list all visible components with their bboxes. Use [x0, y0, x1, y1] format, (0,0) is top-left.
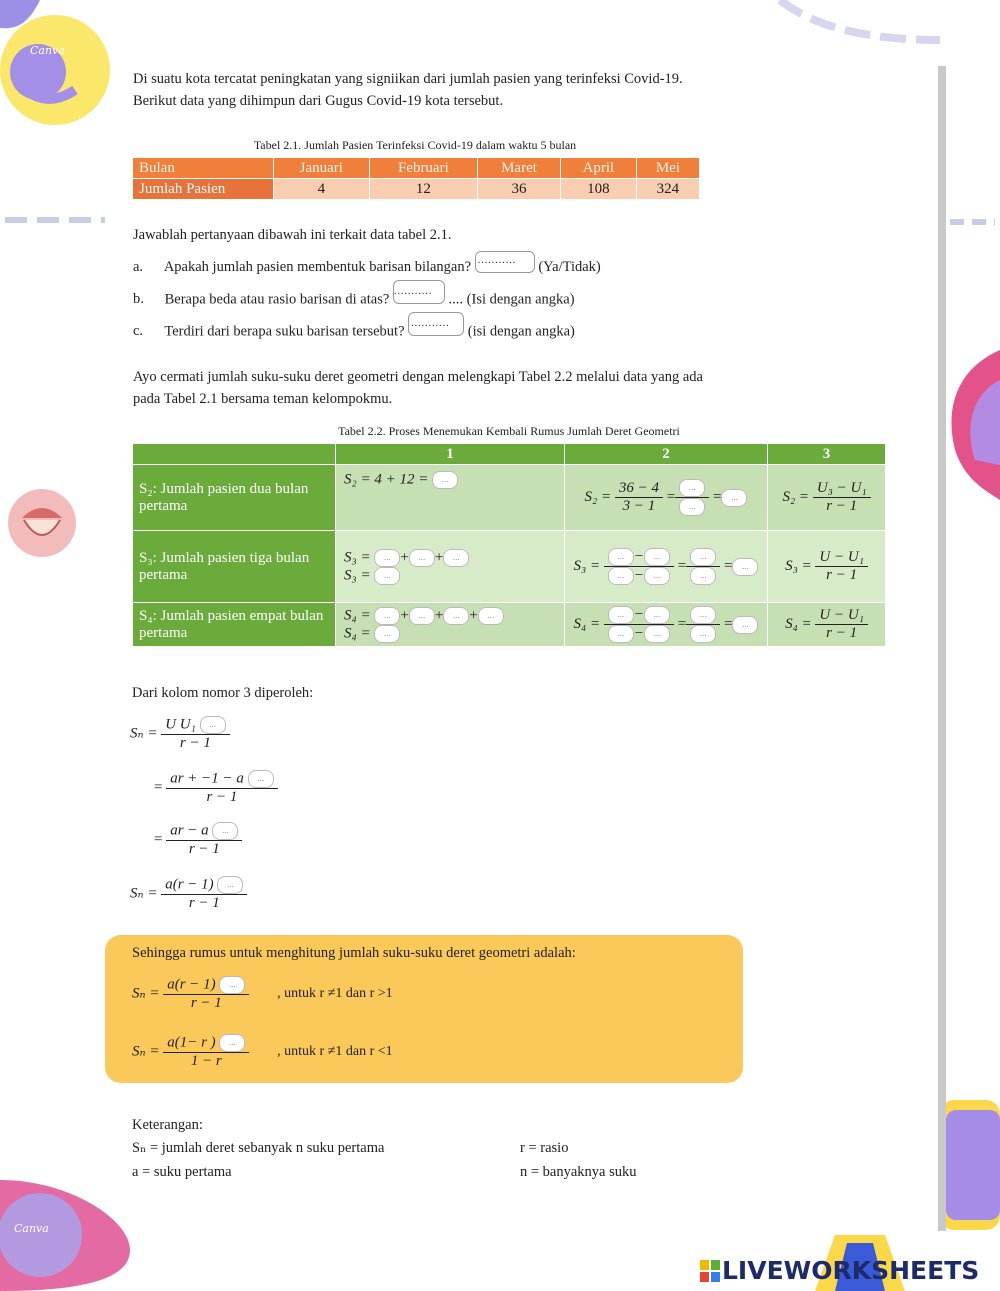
- question-b: [133, 288, 575, 312]
- legend-title: Keterangan:: [132, 1117, 203, 1133]
- table1-row-label: Jumlah Pasien: [133, 179, 274, 200]
- blank-chip[interactable]: ...: [608, 625, 634, 643]
- table1-header: Mei: [636, 158, 699, 179]
- blank-chip[interactable]: ...: [608, 567, 634, 585]
- table1-cell: 12: [369, 179, 477, 200]
- blank-chip[interactable]: ...: [443, 549, 469, 567]
- table1-header: Maret: [478, 158, 561, 179]
- table2-cell: S₄ = $\frac{\text{U − U₁}}{r - 1}$: [768, 603, 886, 647]
- table1-header: Bulan: [133, 158, 274, 179]
- canva-watermark-top: Canva: [30, 44, 65, 57]
- table2-row-label: S₄: Jumlah pasien empat bulan pertama: [133, 603, 336, 647]
- blank-chip[interactable]: ...: [721, 489, 747, 507]
- table2: [132, 443, 886, 647]
- blank-chip[interactable]: ...: [679, 498, 705, 516]
- question-a-hint: (Ya/Tidak): [538, 259, 601, 275]
- table2-header-row: [133, 444, 886, 465]
- question-b-hint: .... (Isi dengan angka): [448, 291, 575, 308]
- blank-chip[interactable]: ...: [374, 567, 400, 585]
- formula-2: Sₙ = $\frac{a(1- r ) ...}{1 - r}$ , untuk r ≠1 dan r <1: [132, 1034, 393, 1069]
- blank-chip[interactable]: ...: [644, 567, 670, 585]
- table1-cell: 36: [478, 179, 561, 200]
- table2-cell: S₂ = $\frac{36 - 4}{3 - 1}$ = $\frac{...}{...}$ = ...: [565, 465, 768, 531]
- question-c: [133, 320, 575, 344]
- legend-r: r = rasio: [520, 1140, 569, 1156]
- answer-c-input[interactable]: ...........: [408, 312, 464, 336]
- blank-chip[interactable]: ...: [200, 716, 226, 734]
- table1-header: Januari: [274, 158, 370, 179]
- page-edge: [938, 66, 946, 1231]
- question-c-label: c.: [133, 323, 144, 340]
- table2-col-header: 3: [768, 444, 886, 465]
- blank-chip[interactable]: ...: [690, 625, 716, 643]
- blank-chip[interactable]: ...: [732, 558, 758, 576]
- decor-right-pink: [945, 350, 1000, 500]
- answer-a-input[interactable]: ...........: [475, 251, 535, 273]
- blank-chip[interactable]: ...: [432, 471, 458, 489]
- derivation-step-3: = $\frac{ar - a ...}{r - 1}$: [154, 822, 242, 858]
- liveworksheets-icon: [700, 1260, 720, 1282]
- table1-caption: Tabel 2.1. Jumlah Pasien Terinfeksi Covid-19 dalam waktu 5 bulan: [253, 138, 577, 152]
- table2-cell: S₄ = ... + ... + ... + ... S₄ = ...: [336, 603, 565, 647]
- activity-text: Ayo cermati jumlah suku-suku deret geometri dengan melengkapi Tabel 2.2 melalui data yang ada pada Tabel 2.1 bersama teman kelompokmu.: [133, 369, 703, 407]
- blank-chip[interactable]: ...: [219, 976, 245, 994]
- formula-title: Sehingga rumus untuk menghitung jumlah suku-suku deret geometri adalah:: [132, 945, 576, 961]
- table2-row: [133, 531, 886, 603]
- table2-col-header: 2: [565, 444, 768, 465]
- question-c-hint: (isi dengan angka): [467, 323, 575, 340]
- question-c-text: Terdiri dari berapa suku barisan tersebut?: [164, 323, 405, 340]
- blank-chip[interactable]: ...: [409, 549, 435, 567]
- decor-right-dash: [945, 212, 1000, 232]
- table2-cell: S₃ = ... + ... + ... S₃ = ...: [336, 531, 565, 603]
- derivation-step-2: = $\frac{ar + -1 - a ...}{r - 1}$: [154, 770, 278, 806]
- table2-row-label: S₂: Jumlah pasien dua bulan pertama: [133, 465, 336, 531]
- blank-chip[interactable]: ...: [690, 606, 716, 624]
- derivation-step-4: Sₙ = $\frac{a(r - 1) ...}{r - 1}$: [130, 876, 247, 912]
- question-a-label: a.: [133, 259, 144, 275]
- blank-chip[interactable]: ...: [443, 607, 469, 625]
- blank-chip[interactable]: ...: [644, 625, 670, 643]
- table1: [132, 157, 700, 200]
- blank-chip[interactable]: ...: [608, 548, 634, 566]
- decor-top-left: [0, 0, 130, 140]
- table2-caption: Tabel 2.2. Proses Menemukan Kembali Rumus Jumlah Deret Geometri: [338, 424, 680, 438]
- decor-acorn: [4, 488, 84, 558]
- table1-cell: 324: [636, 179, 699, 200]
- derivation-intro: Dari kolom nomor 3 diperoleh:: [132, 685, 314, 701]
- table2-cell: S₃ = $\frac{... - ...}{... - ...}$ = $\frac{...}{...}$ = ...: [565, 531, 768, 603]
- decor-top-right: [770, 0, 950, 60]
- formula-1: Sₙ = $\frac{a(r - 1) ...}{r - 1}$ , untuk r ≠1 dan r >1: [132, 976, 393, 1011]
- brand-name: LIVEWORKSHEETS: [722, 1256, 980, 1285]
- blank-chip[interactable]: ...: [212, 822, 238, 840]
- intro-text: Di suatu kota tercatat peningkatan yang signiikan dari jumlah pasien yang terinfeksi Covid-19. Berikut data yang dihimpun dari Gugus Covid-19 kota tersebut.: [133, 71, 683, 109]
- canva-watermark-bottom: Canva: [14, 1222, 49, 1235]
- blank-chip[interactable]: ...: [374, 607, 400, 625]
- blank-chip[interactable]: ...: [374, 625, 400, 643]
- table2-cell: S₄ = $\frac{... - ...}{... - ...}$ = $\frac{...}{...}$ = ...: [565, 603, 768, 647]
- blank-chip[interactable]: ...: [679, 479, 705, 497]
- blank-chip[interactable]: ...: [644, 548, 670, 566]
- liveworksheets-logo: [700, 1256, 979, 1285]
- table1-header: April: [560, 158, 636, 179]
- blank-chip[interactable]: ...: [732, 616, 758, 634]
- question-a-text: Apakah jumlah pasien membentuk barisan bilangan?: [163, 259, 472, 275]
- blank-chip[interactable]: ...: [690, 548, 716, 566]
- blank-chip[interactable]: ...: [219, 1034, 245, 1052]
- table1-cell: 108: [560, 179, 636, 200]
- decor-left-dash: [0, 210, 110, 230]
- decor-bottom-right: [940, 1100, 1000, 1230]
- table2-corner: [133, 444, 336, 465]
- table1-header-row: [133, 158, 700, 179]
- blank-chip[interactable]: ...: [248, 770, 274, 788]
- table2-cell: S₂ = 4 + 12 = ...: [336, 465, 565, 531]
- table2-row: [133, 465, 886, 531]
- legend-a: a = suku pertama: [132, 1164, 232, 1180]
- question-b-label: b.: [133, 291, 144, 308]
- legend-sn: Sₙ = jumlah deret sebanyak n suku pertama: [132, 1140, 385, 1156]
- table2-cell: S₂ = $\frac{\text{U₃ − U₁}}{r - 1}$: [768, 465, 886, 531]
- table2-row-label: S₃: Jumlah pasien tiga bulan pertama: [133, 531, 336, 603]
- blank-chip[interactable]: ...: [217, 876, 243, 894]
- question-a: [133, 256, 601, 279]
- legend-n: n = banyaknya suku: [520, 1164, 637, 1180]
- table2-cell: S₃ = $\frac{\text{U − U₁}}{r - 1}$: [768, 531, 886, 603]
- answer-b-input[interactable]: ...........: [393, 280, 445, 304]
- blank-chip[interactable]: ...: [478, 607, 504, 625]
- blank-chip[interactable]: ...: [409, 607, 435, 625]
- table1-cell: 4: [274, 179, 370, 200]
- derivation-step-1: Sₙ = $\frac{\text{U U₁ ...}}{r - 1}$: [130, 716, 230, 752]
- question-b-text: Berapa beda atau rasio barisan di atas?: [164, 291, 390, 308]
- blank-chip[interactable]: ...: [644, 606, 670, 624]
- blank-chip[interactable]: ...: [690, 567, 716, 585]
- table2-row: [133, 603, 886, 647]
- blank-chip[interactable]: ...: [374, 549, 400, 567]
- table2-col-header: 1: [336, 444, 565, 465]
- table1-data-row: [133, 179, 700, 200]
- questions-prompt: Jawablah pertanyaan dibawah ini terkait data tabel 2.1.: [133, 227, 452, 243]
- table1-header: Februari: [369, 158, 477, 179]
- blank-chip[interactable]: ...: [608, 606, 634, 624]
